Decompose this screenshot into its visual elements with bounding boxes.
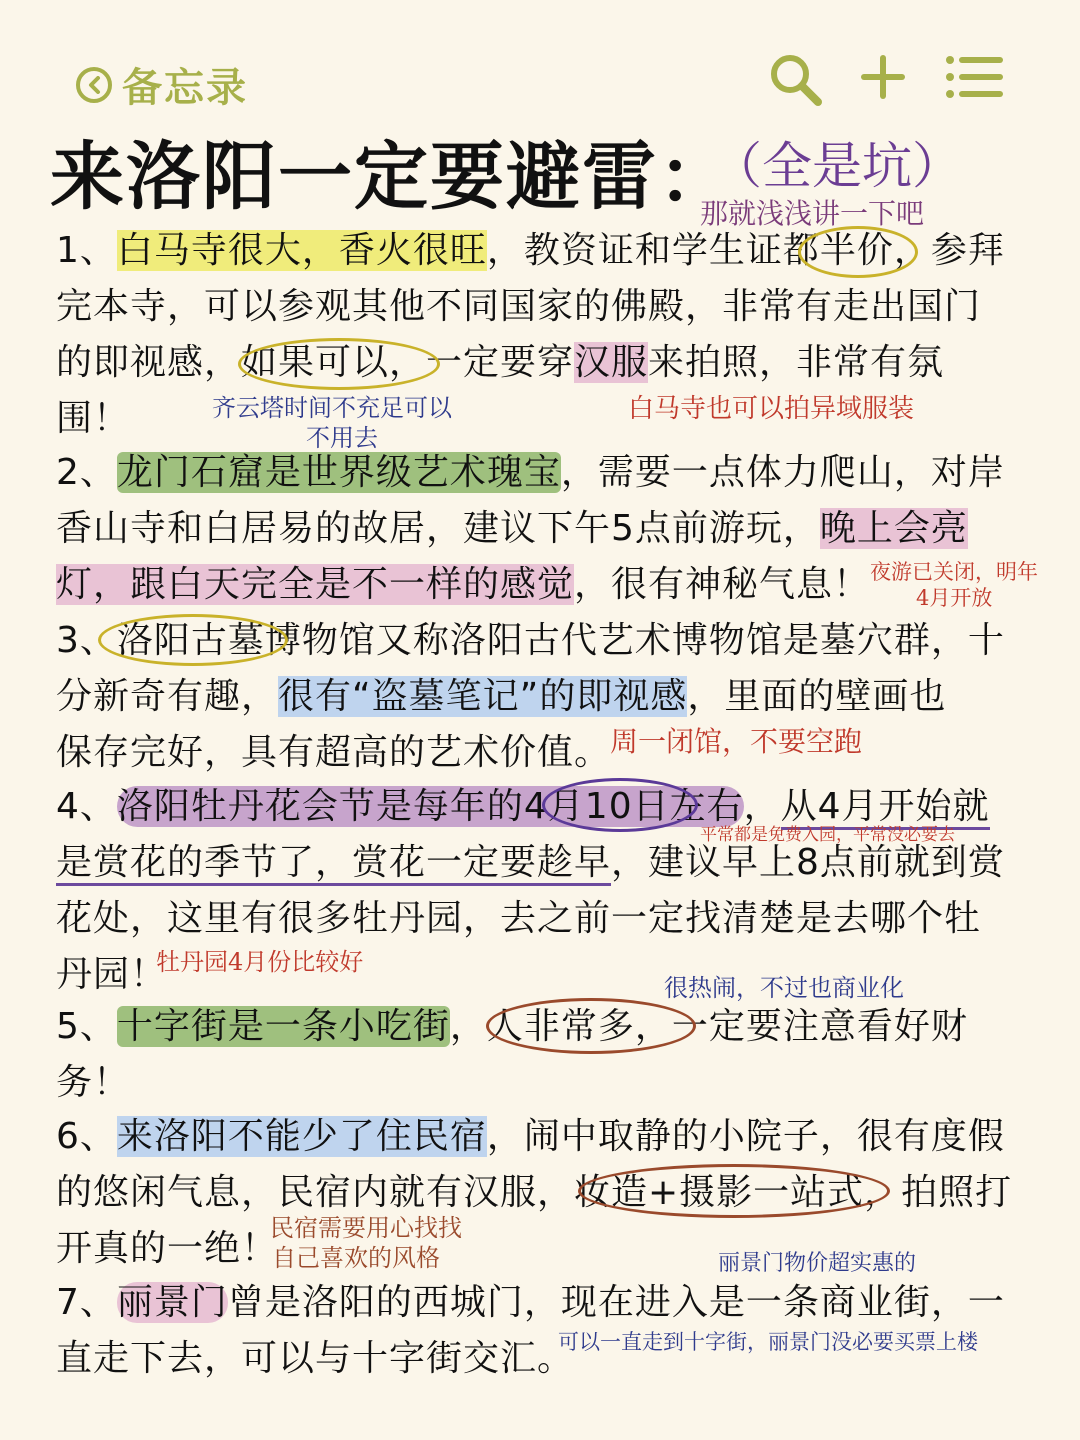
highlight: 龙门石窟是世界级艺术瑰宝 <box>116 452 561 493</box>
handwritten-note: 白马寺也可以拍异域服装 <box>628 394 915 424</box>
circle-mark <box>798 226 918 278</box>
item-3-line-1: 3、洛阳古墓博物馆又称洛阳古代艺术博物馆是墓穴群，十 <box>56 620 1005 661</box>
handwritten-note: 民宿需要用心找找 <box>270 1214 462 1242</box>
back-label: 备忘录 <box>122 65 248 111</box>
circle-mark <box>238 338 440 390</box>
item-4-line-1: 4、洛阳牡丹花会节是每年的4月10日左右，从4月开始就 <box>56 784 990 830</box>
highlight: 来洛阳不能少了住民宿 <box>116 1116 487 1157</box>
item-6-line-1: 6、来洛阳不能少了住民宿，闹中取静的小院子，很有度假 <box>56 1116 1005 1157</box>
handwritten-note: 平常都是免费入园，平常没必要去 <box>700 825 955 845</box>
circle-mark <box>542 778 698 832</box>
highlight: 十字街是一条小吃街 <box>116 1006 450 1047</box>
item-3-line-3: 保存完好，具有超高的艺术价值。 <box>56 732 612 773</box>
top-bar <box>0 0 1080 110</box>
underline-mark: 是赏花的季节了，赏花一定要趁早 <box>56 842 611 886</box>
back-button[interactable] <box>76 56 248 113</box>
circle-mark <box>578 1164 890 1218</box>
handwritten-note: 周一闭馆，不要空跑 <box>610 725 863 758</box>
item-2-line-2: 香山寺和白居易的故居，建议下午5点前游玩，晚上会亮 <box>56 508 968 549</box>
item-6-line-3: 开真的一绝！ <box>56 1228 279 1269</box>
item-3-line-2: 分新奇有趣，很有“盗墓笔记”的即视感，里面的壁画也 <box>56 676 947 717</box>
circle-mark <box>486 998 696 1054</box>
highlight: 很有“盗墓笔记”的即视感 <box>278 676 688 717</box>
item-6-line-2: 的悠闲气息，民宿内就有汉服，妆造+摄影一站式，拍照打 <box>56 1172 1013 1213</box>
item-7-line-2: 直走下去，可以与十字街交汇。 <box>56 1338 575 1379</box>
item-5-line-1: 5、十字街是一条小吃街，人非常多，一定要注意看好财 <box>56 1006 968 1047</box>
handwritten-note: 自己喜欢的风格 <box>272 1244 440 1272</box>
back-chevron-icon <box>76 67 112 103</box>
handwritten-note: 不用去 <box>306 424 378 452</box>
note-title: 来洛阳一定要避雷： <box>50 134 734 220</box>
highlight: 洛阳牡丹花会节是每年的4月10日左右 <box>116 786 744 827</box>
highlight: 汉服 <box>574 342 649 383</box>
item-4-line-4: 丹园！ <box>56 954 168 995</box>
item-5-line-2: 务！ <box>56 1062 131 1103</box>
circle-mark <box>98 614 288 666</box>
title-handwritten-note: （全是坑） <box>712 137 962 195</box>
handwritten-note: 夜游已关闭，明年 <box>870 560 1038 584</box>
list-icon[interactable] <box>944 52 1004 106</box>
handwritten-note: 很热闹，不过也商业化 <box>664 974 904 1002</box>
highlight: 灯，跟白天完全是不一样的感觉 <box>56 564 575 605</box>
highlight: 丽景门 <box>116 1282 228 1323</box>
item-1-line-2: 完本寺，可以参观其他不同国家的佛殿，非常有走出国门 <box>56 286 982 327</box>
handwritten-note: 丽景门物价超实惠的 <box>718 1251 917 1276</box>
handwritten-note: 齐云塔时间不充足可以 <box>212 394 452 422</box>
item-7-line-1: 7、丽景门曾是洛阳的西城门，现在进入是一条商业街，一 <box>56 1282 1005 1323</box>
item-1-line-1: 1、白马寺很大，香火很旺，教资证和学生证都半价，参拜 <box>56 230 1005 271</box>
underline-mark: 从4月开始就 <box>781 786 990 830</box>
item-4-line-3: 花处，这里有很多牡丹园，去之前一定找清楚是去哪个牡 <box>56 898 982 939</box>
handwritten-note: 牡丹园4月份比较好 <box>156 948 364 976</box>
item-2-line-1: 2、龙门石窟是世界级艺术瑰宝，需要一点体力爬山，对岸 <box>56 452 1005 493</box>
highlight: 白马寺很大，香火很旺 <box>116 230 487 271</box>
item-1-line-4: 围！ <box>56 398 131 439</box>
item-4-line-2: 是赏花的季节了，赏花一定要趁早，建议早上8点前就到赏 <box>56 840 1005 886</box>
subtitle-handwritten-note: 那就浅浅讲一下吧 <box>700 197 925 230</box>
handwritten-note: 4月开放 <box>916 586 993 610</box>
item-1-line-3: 的即视感，如果可以，一定要穿汉服来拍照，非常有氛 <box>56 342 945 383</box>
item-2-line-3: 灯，跟白天完全是不一样的感觉，很有神秘气息！ <box>56 564 871 605</box>
highlight: 晚上会亮 <box>819 508 968 549</box>
search-icon[interactable] <box>768 52 824 112</box>
handwritten-note: 可以一直走到十字街，丽景门没必要买票上楼 <box>558 1330 978 1354</box>
plus-icon[interactable] <box>858 52 908 106</box>
